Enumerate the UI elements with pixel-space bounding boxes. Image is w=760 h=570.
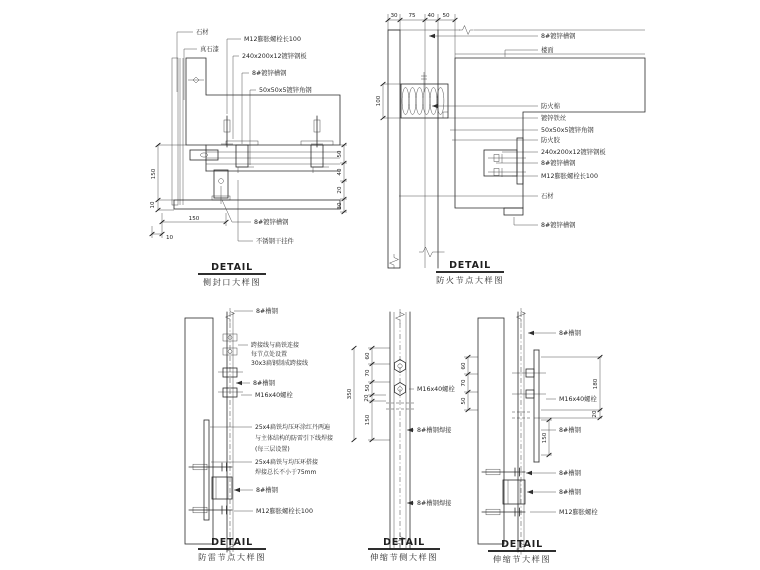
title-expansion-side-zh: 伸缩节侧大样图 (370, 552, 438, 562)
dim-e-50: 50 (461, 397, 467, 405)
e-expansion-gap (512, 412, 532, 418)
fireproof-cotton-box (401, 72, 448, 118)
leader-channel-steel-2 (222, 200, 289, 226)
wall-stone-section (388, 30, 400, 268)
leader-b-plate (502, 147, 606, 156)
c-panel-lines (226, 308, 235, 555)
label-b-angle: 50x50x5镀锌角钢 (541, 127, 594, 134)
leader-e-channel-b (526, 468, 582, 477)
slab-anchor-bolts (221, 116, 323, 147)
dim-bottom-row (150, 213, 229, 241)
dim-e-150: 150 (542, 432, 548, 444)
dim-d-50: 50 (365, 384, 371, 392)
leader-c-m16 (241, 390, 293, 399)
dim-r40: 40 (337, 168, 343, 176)
c-anchor-bolt-2 (189, 506, 232, 514)
label-c-jumper1: 跨接线与扁铁连接 (251, 342, 300, 349)
leader-d-weld2 (407, 498, 452, 507)
label-c-jumper2: 每节点处设置 (251, 351, 288, 358)
beam-bracket (484, 138, 526, 184)
leader-b-stone (399, 191, 554, 200)
title-expansion-en: DETAIL (501, 539, 543, 550)
e-anchor-bolt-1 (482, 468, 525, 476)
e-panel-lines (517, 308, 526, 555)
e-anchor-bolt-2 (482, 508, 525, 516)
label-m12-bolt: M12膨胀螺栓长100 (244, 36, 301, 43)
dim-v10: 10 (150, 201, 156, 209)
label-b-m12: M12膨胀螺栓长100 (541, 173, 598, 180)
label-e-channel-a: 8#槽钢 (559, 427, 581, 434)
title-expansion-zh: 伸缩节大样图 (492, 554, 552, 564)
e-hex-bolts (512, 369, 546, 398)
label-fire-glue: 防火胶 (541, 137, 560, 144)
leader-c-channel-bot (234, 485, 279, 494)
leader-fire-cotton (432, 101, 561, 110)
leader-b-angle (450, 125, 594, 134)
label-steel-plate: 240x200x12镀锌钢板 (242, 53, 307, 60)
label-e-channel-b: 8#槽钢 (559, 470, 581, 477)
d-dim-chain (347, 346, 390, 442)
e-bracket-plate (534, 350, 539, 462)
label-c-jumper3: 30x3扁钢制成跨接线 (251, 360, 309, 367)
soffit-stone-section (174, 200, 340, 209)
dim-right-column (337, 143, 347, 214)
title-fireproof (436, 260, 504, 285)
dim-t40: 40 (427, 13, 435, 19)
c-anchor-bolt-1 (189, 463, 232, 471)
leader-e-channel-top (528, 328, 582, 337)
e-dim-left (461, 355, 478, 412)
title-expansion-side (368, 537, 440, 562)
detail-side-seal (150, 27, 347, 287)
title-fireproof-zh: 防火节点大样图 (436, 275, 504, 285)
label-c-lap2: 焊接总长不小于75mm (255, 469, 317, 476)
label-c-channel-top: 8#槽钢 (256, 308, 278, 315)
label-channel-steel-2: 8#镀锌槽钢 (254, 219, 289, 226)
dim-r20: 20 (337, 186, 343, 194)
label-b-channel-top: 8#镀锌槽钢 (541, 33, 576, 40)
detail-expansion-side (347, 309, 455, 562)
leader-c-channel-top (234, 306, 279, 315)
leader-stone (177, 27, 209, 92)
dim-t75: 75 (408, 13, 416, 19)
label-floor: 楼面 (541, 47, 554, 54)
title-lightning-en: DETAIL (211, 537, 253, 548)
label-b-stone: 石材 (541, 193, 554, 200)
dim-left-column (150, 143, 186, 212)
soffit-channel (504, 208, 523, 215)
title-lightning-zh: 防雷节点大样图 (198, 552, 266, 562)
label-c-channel-bot: 8#槽钢 (256, 487, 278, 494)
label-e-m16: M16x40螺栓 (559, 396, 597, 403)
title-side-seal-zh: 侧封口大样图 (202, 277, 262, 287)
leader-e-m12 (530, 507, 598, 516)
leader-stone-paint (184, 44, 220, 100)
dim-d-150: 150 (365, 414, 371, 426)
label-wire: 镀锌铁丝 (541, 115, 567, 122)
dim-d-20: 20 (364, 394, 370, 402)
panel-lines (419, 30, 445, 268)
label-c-ring3: (每三层设置) (255, 446, 290, 453)
dim-r30: 30 (337, 202, 343, 210)
dim-t30: 30 (390, 13, 398, 19)
leader-c-jumper-note (238, 341, 308, 367)
label-c-ring1: 25x4扁铁均压环涂红丹两遍 (255, 424, 331, 431)
label-fire-cotton: 防火棉 (541, 103, 560, 110)
leader-d-weld1 (407, 425, 452, 434)
title-expansion (488, 539, 556, 564)
dim-v150: 150 (151, 168, 157, 180)
leader-c-m12 (234, 506, 313, 515)
label-stone: 石材 (196, 29, 209, 36)
leader-angle-steel (250, 85, 312, 165)
dim-r50: 50 (337, 150, 343, 158)
e-dim-right (534, 355, 602, 457)
leader-b-channel-top (429, 31, 576, 40)
leader-b-channel-mid (496, 158, 576, 167)
dim-e-60: 60 (461, 362, 467, 370)
dim-t50: 50 (442, 13, 450, 19)
dim-h150: 150 (188, 216, 200, 222)
leader-floor (505, 45, 554, 57)
title-side-seal (198, 262, 266, 287)
top-boundary-line (388, 26, 645, 35)
dim-d-70: 70 (365, 369, 371, 377)
title-fireproof-en: DETAIL (449, 260, 491, 271)
dim-e-180: 180 (593, 378, 599, 390)
leader-c-channel-mid (236, 378, 276, 387)
label-b-channel-bot: 8#镀锌槽钢 (541, 222, 576, 229)
stone-panel-section (172, 58, 183, 205)
label-channel-steel: 8#镀锌槽钢 (252, 70, 287, 77)
leader-b-channel-bot (514, 217, 576, 229)
dim-d-350: 350 (347, 388, 353, 400)
dim-l100 (376, 82, 401, 120)
label-e-channel-c: 8#槽钢 (559, 489, 581, 496)
wall-anchor-bolt (188, 77, 204, 83)
leader-e-m16 (546, 394, 597, 403)
leader-c-ring-note (210, 423, 333, 453)
leader-fire-glue (452, 135, 561, 144)
label-angle-steel: 50x50x5镀锌角钢 (259, 87, 312, 94)
detail-expansion (461, 308, 602, 564)
detail-lightning (185, 306, 333, 562)
label-c-m12: M12膨胀螺栓长100 (256, 508, 313, 515)
leader-e-channel-a (541, 425, 582, 434)
label-c-m16: M16x40螺栓 (255, 392, 293, 399)
label-c-channel-mid: 8#槽钢 (253, 380, 275, 387)
dim-d-60: 60 (365, 352, 371, 360)
leader-b-m12 (512, 171, 598, 180)
c-channel-box (212, 477, 232, 499)
dim-e-70: 70 (461, 379, 467, 387)
detail-fireproof (376, 13, 645, 285)
label-stone-paint: 真石漆 (200, 46, 219, 53)
label-c-ring2: 与主体结构的防雷引下线焊接 (255, 435, 334, 442)
dim-h10: 10 (166, 235, 174, 241)
label-e-m12: M12膨胀螺栓 (559, 509, 598, 516)
label-b-plate: 240x200x12镀锌钢板 (541, 149, 606, 156)
d-member-lines (390, 309, 410, 548)
title-expansion-side-en: DETAIL (383, 537, 425, 548)
leader-d-m16 (409, 384, 455, 393)
leader-wire (447, 113, 567, 122)
label-e-channel-top: 8#槽钢 (559, 330, 581, 337)
leader-e-channel-c (527, 487, 582, 496)
label-b-channel-mid: 8#镀锌槽钢 (541, 160, 576, 167)
dim-e-20: 20 (592, 410, 598, 418)
title-side-seal-en: DETAIL (211, 262, 253, 273)
leader-ss-hanger (238, 180, 294, 245)
label-d-weld1: 8#槽钢焊接 (417, 427, 452, 434)
e-channel-box (503, 480, 525, 504)
dim-l100-text: 100 (376, 95, 382, 107)
label-c-lap1: 25x4扁铁与均压环搭接 (255, 459, 319, 466)
leader-channel-steel (242, 68, 287, 144)
dim-top-row (386, 13, 458, 30)
label-d-m16: M16x40螺栓 (417, 386, 455, 393)
title-lightning (198, 537, 266, 562)
label-ss-hanger: 不锈钢干挂件 (256, 238, 294, 245)
label-d-weld2: 8#槽钢焊接 (417, 500, 452, 507)
